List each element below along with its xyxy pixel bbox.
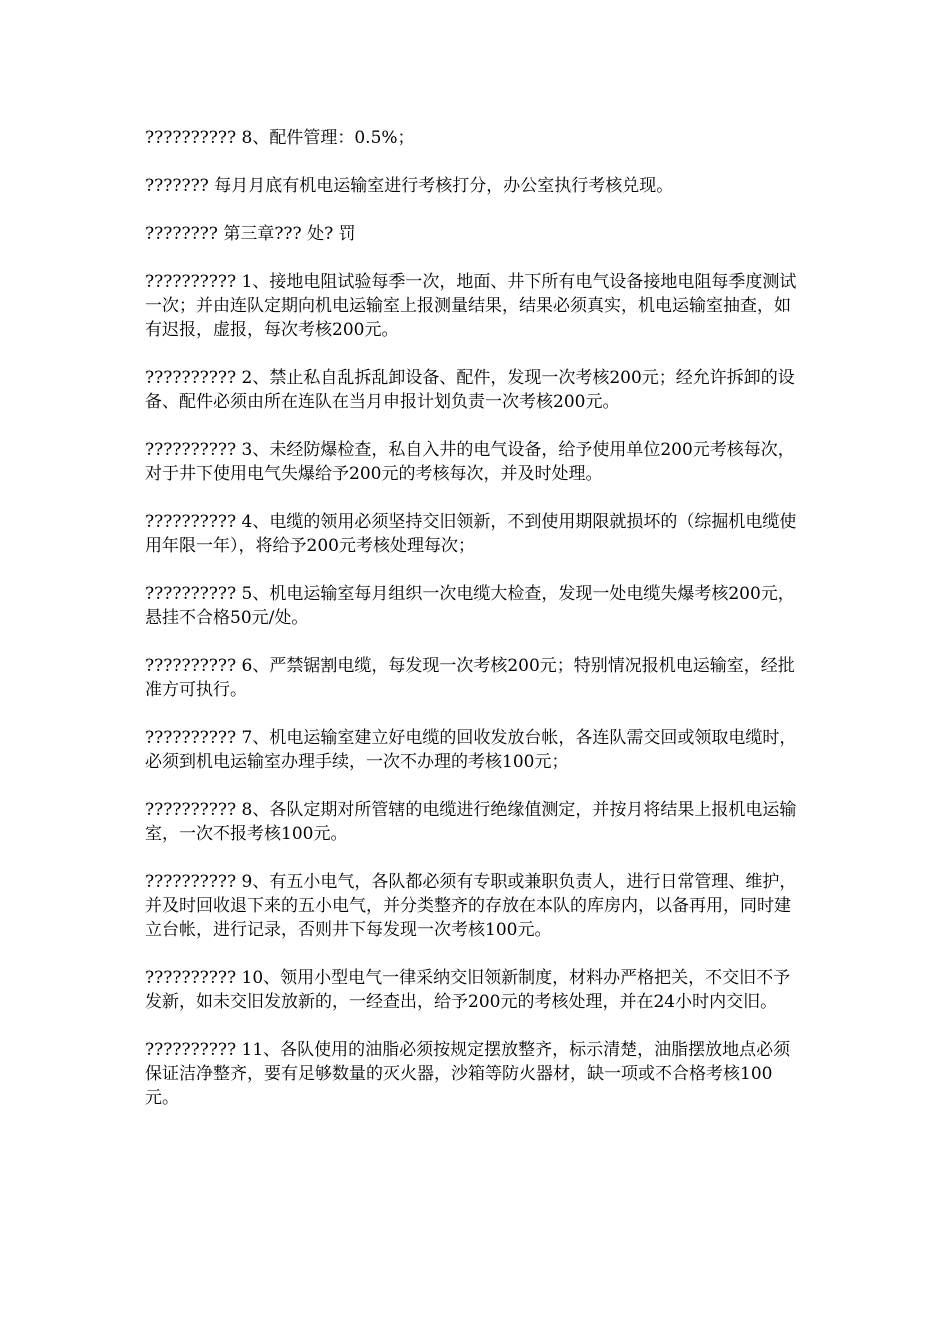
paragraph-rule-1: ?????????? 1、接地电阻试验每季一次，地面、井下所有电气设备接地电阻每季度测试一次；并由连队定期向机电运输室上报测量结果，结果必须真实，机电运输室抽查，如有迟报，虚报，每次考核200元。: [145, 272, 797, 340]
paragraph-rule-11: ?????????? 11、各队使用的油脂必须按规定摆放整齐，标示清楚，油脂摆放地点必须保证洁净整齐，要有足够数量的灭火器，沙箱等防火器材，缺一项或不合格考核100元。: [145, 1040, 791, 1108]
paragraph-monthly-assessment: ??????? 每月月底有机电运输室进行考核打分，办公室执行考核兑现。: [145, 176, 674, 196]
paragraph-item-8-parts: ?????????? 8、配件管理：0.5%；: [145, 128, 415, 148]
paragraph-rule-6: ?????????? 6、严禁锯割电缆，每发现一次考核200元；特别情况报机电运输室，经批准方可执行。: [145, 656, 795, 700]
paragraph-rule-5: ?????????? 5、机电运输室每月组织一次电缆大检查，发现一处电缆失爆考核200元，悬挂不合格50元/处。: [145, 584, 795, 628]
paragraph-rule-10: ?????????? 10、领用小型电气一律采纳交旧领新制度，材料办严格把关，不交旧不予发新，如未交旧发放新的，一经查出，给予200元的考核处理，并在24小时内交旧。: [145, 968, 791, 1012]
document-body: [145, 126, 805, 1134]
chapter-heading: ???????? 第三章??? 处? 罚: [145, 224, 356, 244]
paragraph-rule-2: ?????????? 2、禁止私自乱拆乱卸设备、配件，发现一次考核200元；经允许拆卸的设备、配件必须由所在连队在当月申报计划负责一次考核200元。: [145, 368, 795, 412]
paragraph-rule-3: ?????????? 3、未经防爆检查，私自入井的电气设备，给予使用单位200元考核每次，对于井下使用电气失爆给予200元的考核每次，并及时处理。: [145, 440, 795, 484]
paragraph-rule-9: ?????????? 9、有五小电气，各队都必须有专职或兼职负责人，进行日常管理、维护，并及时回收退下来的五小电气，并分类整齐的存放在本队的库房内，以备再用，同时建立台帐，进行记录，否则井下每发现一次考核100元。: [145, 872, 797, 940]
paragraph-rule-8: ?????????? 8、各队定期对所管辖的电缆进行绝缘值测定，并按月将结果上报机电运输室，一次不报考核100元。: [145, 800, 797, 844]
paragraph-rule-7: ?????????? 7、机电运输室建立好电缆的回收发放台帐，各连队需交回或领取电缆时，必须到机电运输室办理手续，一次不办理的考核100元；: [145, 728, 797, 772]
paragraph-rule-4: ?????????? 4、电缆的领用必须坚持交旧领新，不到使用期限就损坏的（综掘机电缆使用年限一年），将给予200元考核处理每次；: [145, 512, 797, 556]
